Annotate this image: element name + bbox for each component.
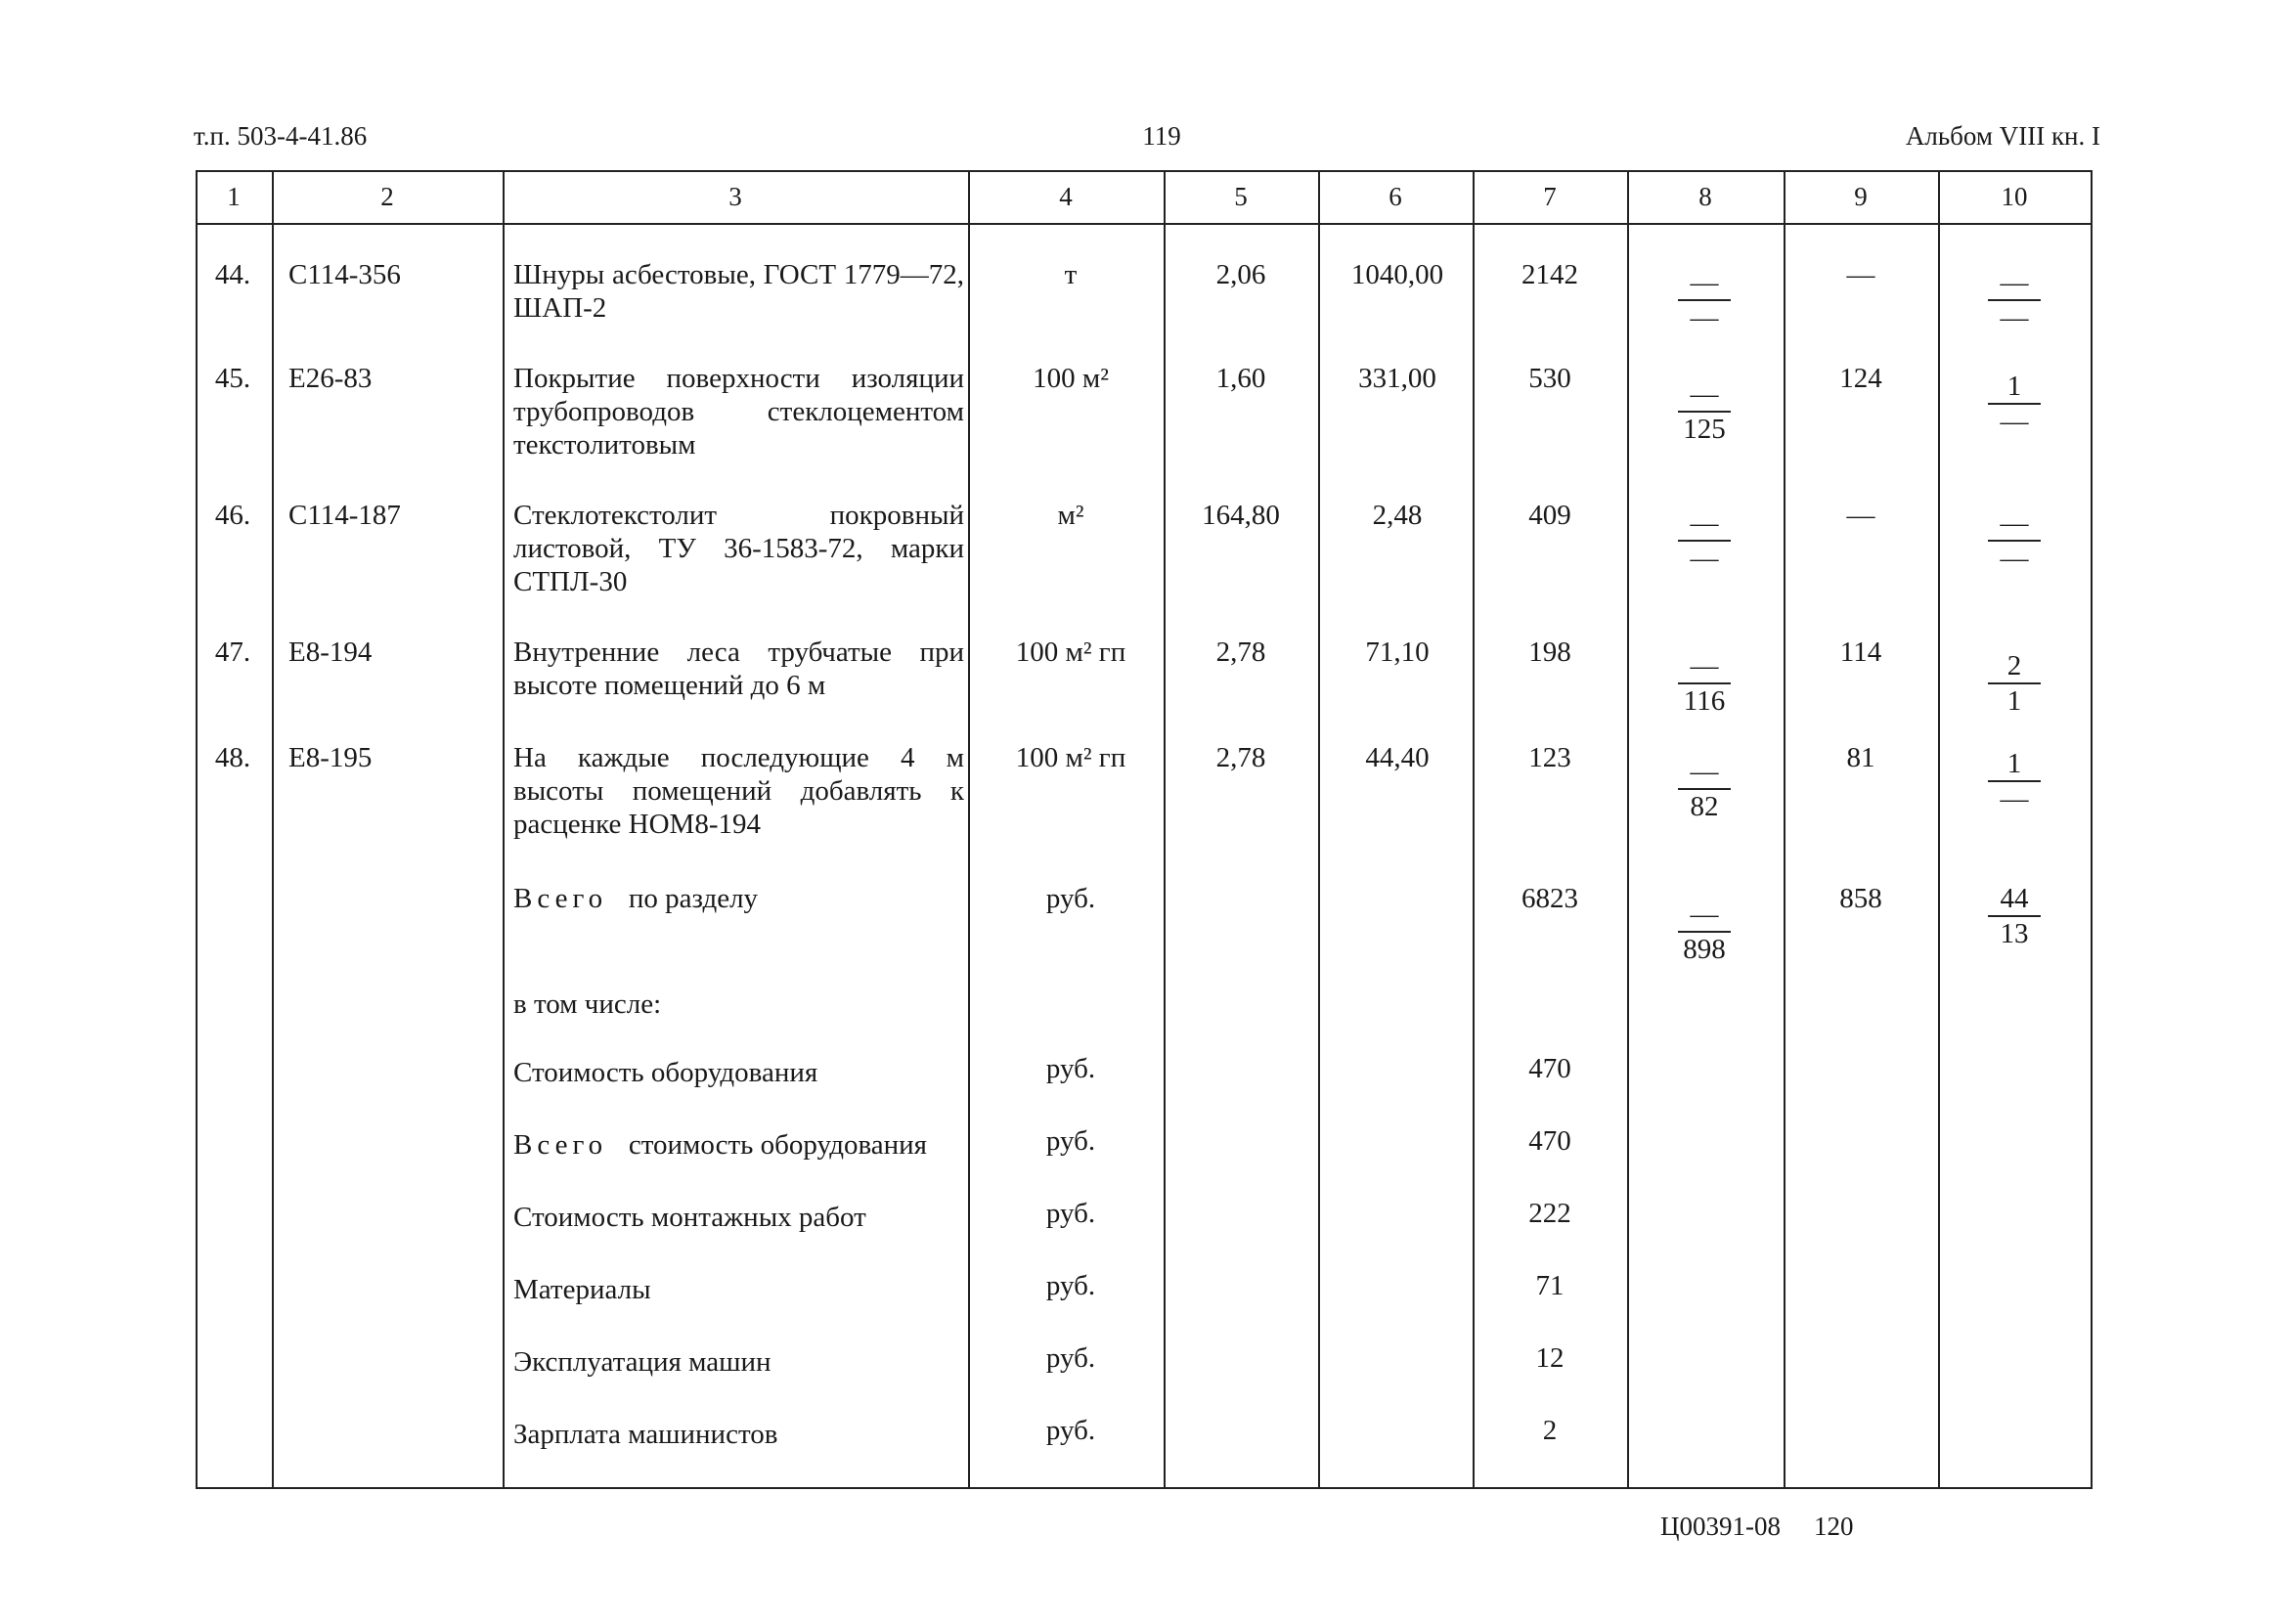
fraction-numerator: — [1690, 267, 1719, 298]
total-cost: 409 [1528, 500, 1571, 531]
summary-unit: руб. [1045, 1415, 1096, 1446]
fraction-denominator: 116 [1683, 685, 1726, 717]
fraction-numerator: — [1690, 378, 1719, 410]
rate-code: Е8-195 [288, 742, 373, 773]
total-unit: руб. [1045, 883, 1096, 914]
fraction-denominator: 1 [2006, 685, 2022, 717]
section-total-label [513, 882, 964, 915]
col10-fraction [1956, 747, 2073, 815]
fraction-numerator: — [1690, 507, 1719, 539]
col9-value: — [1846, 259, 1875, 290]
column-header: 4 [1059, 182, 1073, 211]
total-cost: 2142 [1521, 259, 1578, 290]
col10-fraction [1956, 649, 2073, 718]
summary-value: 2 [1542, 1415, 1558, 1446]
fraction-denominator: 125 [1683, 414, 1726, 445]
col8-fraction [1646, 755, 1763, 823]
fraction-numerator: — [1690, 899, 1719, 930]
summary-unit: руб. [1045, 1053, 1096, 1084]
summary-label: Эксплуатация машин [513, 1346, 771, 1378]
column-header: 3 [728, 182, 742, 211]
fraction-denominator: 898 [1683, 934, 1726, 965]
row-number: 47. [214, 636, 251, 668]
work-description: Шнуры асбестовые, ГОСТ 1779—72, ШАП-2 [513, 259, 964, 324]
col10-fraction [1956, 370, 2073, 438]
column-header: 9 [1854, 182, 1868, 211]
estimate-table [196, 170, 2093, 1489]
col-divider [503, 170, 505, 1489]
summary-unit: руб. [1045, 1125, 1096, 1157]
doc-code: т.п. 503-4-41.86 [194, 121, 368, 151]
summary-value: 470 [1528, 1125, 1571, 1157]
summary-label: Зарплата машинистов [513, 1419, 778, 1450]
row-number: 44. [214, 259, 251, 290]
total-col8-fraction [1646, 898, 1763, 966]
summary-label: Материалы [513, 1274, 651, 1305]
total-col9-value: 858 [1839, 883, 1882, 914]
summary-label: Стоимость монтажных работ [513, 1202, 866, 1233]
work-description: Стеклотекстолит покровный листовой, ТУ 36-1583-72, марки СТПЛ-30 [513, 500, 964, 597]
col8-fraction [1646, 649, 1763, 718]
work-description: Внутренние леса трубчатые при высоте помещений до 6 м [513, 636, 964, 701]
summary-label [513, 1128, 964, 1162]
unit-price: 1040,00 [1350, 259, 1444, 290]
fraction-numerator: — [1690, 650, 1719, 681]
work-description: На каждые последующие 4 м высоты помещений добавлять к расценке НОМ8-194 [513, 742, 964, 840]
including-label: в том числе: [513, 988, 662, 1020]
row-number: 45. [214, 363, 251, 394]
fraction-denominator: — [2000, 783, 2029, 814]
fraction-numerator: — [1690, 756, 1719, 787]
column-header: 8 [1698, 182, 1712, 211]
summary-unit: руб. [1045, 1198, 1096, 1229]
row-number: 48. [214, 742, 251, 773]
col8-fraction [1646, 506, 1763, 575]
album-label: Альбом VIII кн. I [1905, 121, 2100, 151]
col9-value: 114 [1839, 636, 1882, 668]
column-header: 5 [1234, 182, 1248, 211]
col9-value: 124 [1839, 363, 1882, 394]
col8-fraction [1646, 377, 1763, 446]
fraction-numerator: — [2000, 507, 2029, 539]
fraction-numerator: 1 [2006, 371, 2022, 402]
col-divider [1627, 170, 1629, 1489]
summary-label-spaced: Всего [513, 1129, 608, 1161]
footer-page: 120 [1814, 1512, 1854, 1541]
column-header: 10 [2001, 182, 2028, 211]
fraction-denominator: — [1690, 543, 1719, 574]
summary-label: Стоимость оборудования [513, 1057, 818, 1088]
col9-value: — [1846, 500, 1875, 531]
summary-unit: руб. [1045, 1342, 1096, 1374]
fraction-denominator: — [2000, 406, 2029, 437]
fraction-numerator: 44 [2000, 883, 2029, 914]
unit-price: 2,48 [1372, 500, 1423, 531]
column-header: 7 [1543, 182, 1557, 211]
summary-label-rest: стоимость оборудования [628, 1129, 928, 1161]
quantity: 2,78 [1215, 636, 1266, 668]
column-header: 2 [380, 182, 394, 211]
fraction-denominator: — [2000, 302, 2029, 333]
rate-code: С114-187 [288, 500, 401, 531]
work-description: Покрытие поверхности изоляции трубопроводов стеклоцементом текстолитовым [513, 363, 964, 461]
unit: т [1064, 259, 1078, 290]
total-cost: 123 [1528, 742, 1571, 773]
quantity: 164,80 [1202, 500, 1280, 531]
col9-value: 81 [1846, 742, 1875, 773]
fraction-denominator: 13 [2000, 918, 2029, 949]
table-border-bottom [196, 1487, 2093, 1489]
summary-value: 12 [1535, 1342, 1565, 1374]
quantity: 2,78 [1215, 742, 1266, 773]
unit-price: 71,10 [1365, 636, 1430, 668]
summary-value: 71 [1535, 1270, 1565, 1301]
fraction-denominator: 82 [1690, 791, 1719, 822]
fraction-numerator: — [2000, 267, 2029, 298]
footer-code: Ц00391-08 [1660, 1512, 1781, 1541]
col-divider [968, 170, 970, 1489]
col-divider [272, 170, 274, 1489]
total-cost: 530 [1528, 363, 1571, 394]
unit: 100 м² гп [1015, 636, 1126, 668]
rate-code: Е26-83 [288, 363, 373, 394]
col8-fraction [1646, 266, 1763, 334]
total-label-spaced: Всего [513, 883, 608, 914]
footer [1660, 1512, 1887, 1542]
summary-value: 470 [1528, 1053, 1571, 1084]
header-divider [196, 223, 2093, 225]
total-value: 6823 [1521, 883, 1578, 914]
quantity: 2,06 [1215, 259, 1266, 290]
fraction-numerator: 2 [2006, 650, 2022, 681]
column-header: 1 [227, 182, 241, 211]
rate-code: Е8-194 [288, 636, 373, 668]
col-divider [1938, 170, 1940, 1489]
total-cost: 198 [1528, 636, 1571, 668]
fraction-denominator: — [1690, 302, 1719, 333]
unit: 100 м² гп [1015, 742, 1126, 773]
fraction-numerator: 1 [2006, 748, 2022, 779]
summary-value: 222 [1528, 1198, 1571, 1229]
column-header: 6 [1388, 182, 1402, 211]
quantity: 1,60 [1215, 363, 1266, 394]
total-label-rest: по разделу [628, 883, 759, 914]
row-number: 46. [214, 500, 251, 531]
col-divider [2091, 170, 2093, 1489]
unit-price: 331,00 [1358, 363, 1436, 394]
unit: м² [1057, 500, 1084, 531]
rate-code: С114-356 [288, 259, 401, 290]
unit-price: 44,40 [1365, 742, 1430, 773]
total-col10-fraction [1956, 882, 2073, 950]
col10-fraction [1956, 506, 2073, 575]
col10-fraction [1956, 266, 2073, 334]
page-number: 119 [1142, 121, 1181, 151]
fraction-denominator: — [2000, 543, 2029, 574]
summary-unit: руб. [1045, 1270, 1096, 1301]
unit: 100 м² [1033, 363, 1109, 394]
